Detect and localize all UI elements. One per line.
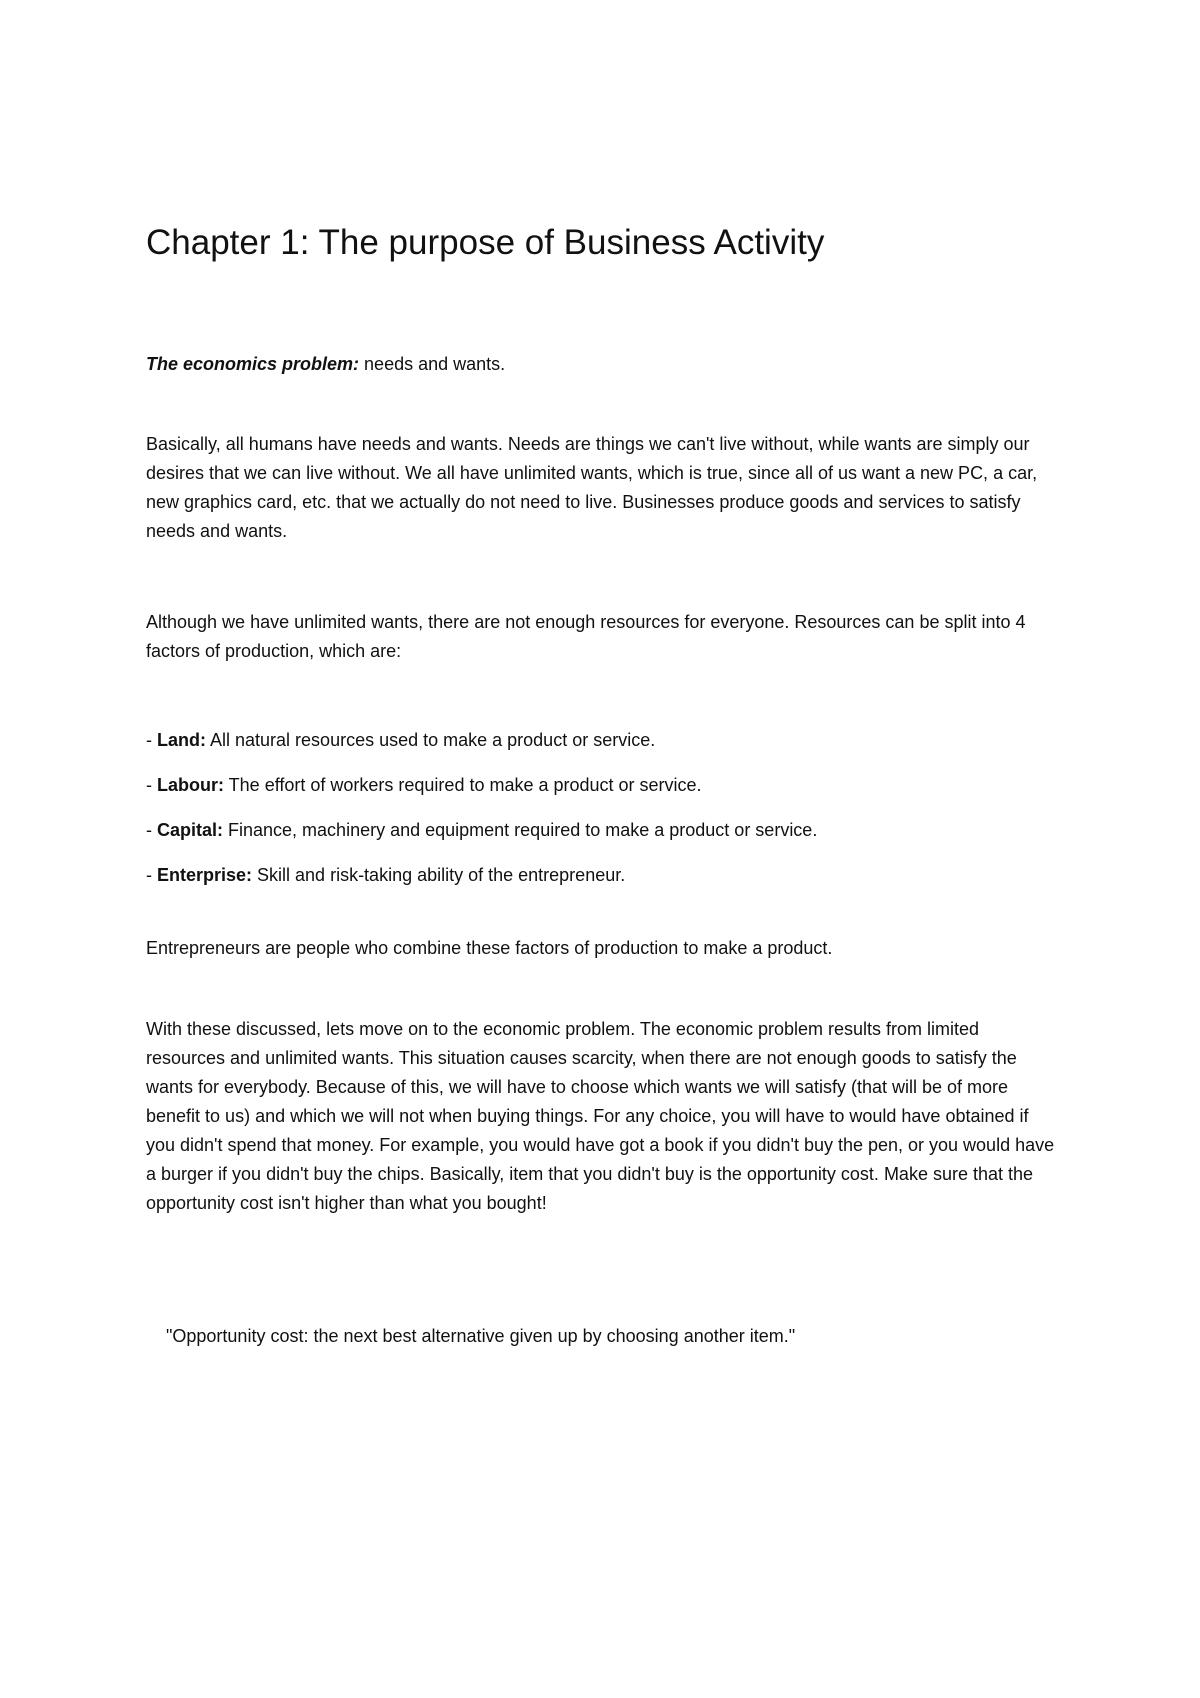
factor-item-land (146, 726, 1056, 755)
factor-description: All natural resources used to make a product or service. (206, 730, 656, 750)
factor-item-enterprise (146, 861, 1056, 890)
factor-item-capital (146, 816, 1056, 845)
factor-term: Capital: (157, 820, 224, 840)
factors-of-production-list (146, 726, 1056, 890)
factor-dash: - (146, 775, 157, 795)
factor-term: Land: (157, 730, 206, 750)
paragraph-entrepreneurs: Entrepreneurs are people who combine these factors of production to make a product. (146, 938, 833, 958)
subtitle-rest: needs and wants. (359, 354, 506, 374)
factor-dash: - (146, 730, 157, 750)
section-subtitle (146, 350, 1056, 378)
opportunity-cost-quote: "Opportunity cost: the next best alternative given up by choosing another item." (166, 1326, 796, 1346)
chapter-title: Chapter 1: The purpose of Business Activity (146, 223, 825, 262)
factor-dash: - (146, 865, 157, 885)
subtitle-emphasis: The economics problem: (146, 354, 360, 374)
paragraph-resources: Although we have unlimited wants, there are not enough resources for everyone. Resources can be split into 4 factors of production, which are: (146, 612, 1026, 661)
factor-term: Labour: (157, 775, 224, 795)
factor-item-labour (146, 771, 1056, 800)
factor-term: Enterprise: (157, 865, 253, 885)
factor-dash: - (146, 820, 157, 840)
factor-description: Finance, machinery and equipment required to make a product or service. (223, 820, 818, 840)
paragraph-economic-problem: With these discussed, lets move on to the economic problem. The economic problem results from limited resources and unlimited wants. This situation causes scarcity, when there are not enough goods to satisfy the wants for everybody. Because of this, we will have to choose which wants we will satisfy (that will be of more benefit to us) and which we will not when buying things. For any choice, you will have to would have obtained if you didn't spend that money. For example, you would have got a book if you didn't buy the pen, or you would have a burger if you didn't buy the chips. Basically, item that you didn't buy is the opportunity cost. Make sure that the opportunity cost isn't higher than what you bought! (146, 1019, 1055, 1213)
factor-description: Skill and risk-taking ability of the entrepreneur. (252, 865, 626, 885)
document-body (146, 220, 1056, 1351)
factor-description: The effort of workers required to make a product or service. (224, 775, 702, 795)
paragraph-needs-wants: Basically, all humans have needs and wants. Needs are things we can't live without, while wants are simply our desires that we can live without. We all have unlimited wants, which is true, since all of us want a new PC, a car, new graphics card, etc. that we actually do not need to live. Businesses produce goods and services to satisfy needs and wants. (146, 434, 1038, 541)
